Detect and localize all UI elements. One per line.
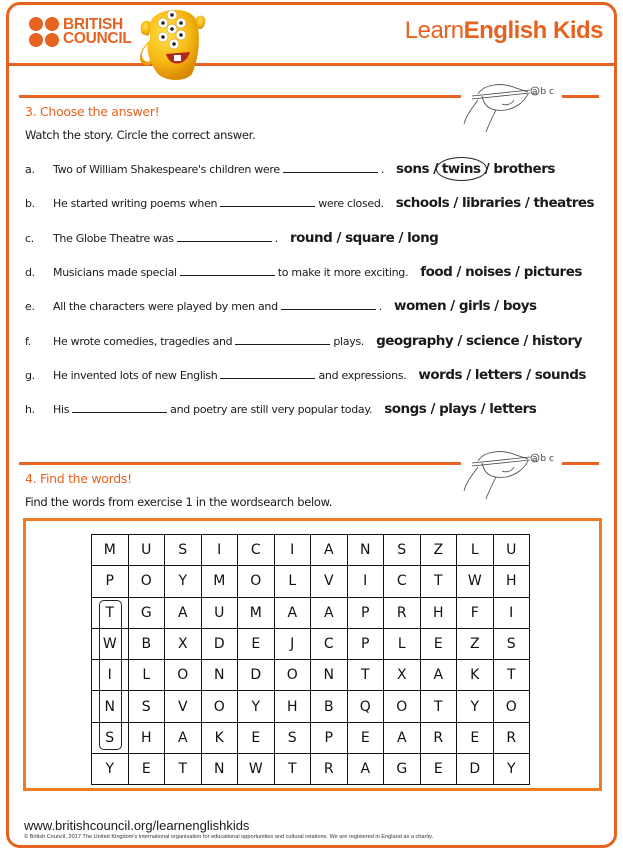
answer-blank[interactable] — [177, 232, 272, 242]
section3-rule-right — [562, 95, 599, 98]
wordsearch-cell[interactable]: P — [347, 597, 384, 628]
wordsearch-cell[interactable]: A — [420, 660, 457, 691]
answer-blank[interactable] — [180, 266, 275, 276]
answer-blank[interactable] — [72, 403, 167, 413]
wordsearch-cell[interactable]: M — [92, 535, 129, 566]
wordsearch-cell[interactable]: K — [457, 660, 494, 691]
wordsearch-row — [92, 691, 530, 722]
section4-instruction: Find the words from exercise 1 in the wordsearch below. — [25, 495, 333, 509]
wordsearch-cell[interactable]: R — [311, 754, 348, 785]
wordsearch-cell[interactable]: S — [274, 722, 311, 753]
learnenglish-kids-logo: LearnEnglish Kids — [404, 17, 603, 44]
answer-options[interactable]: songs / plays / letters — [384, 401, 537, 417]
wordsearch-cell[interactable]: A — [165, 597, 202, 628]
wordsearch-cell[interactable]: G — [128, 597, 165, 628]
question-text-after: . — [378, 300, 382, 313]
section4-title: 4. Find the words! — [25, 471, 132, 486]
wordsearch-cell[interactable]: L — [457, 535, 494, 566]
wordsearch-cell[interactable]: V — [165, 691, 202, 722]
wordsearch-cell[interactable]: M — [238, 597, 275, 628]
wordsearch-cell[interactable]: I — [493, 597, 530, 628]
wordsearch-cell[interactable]: N — [92, 691, 129, 722]
answer-blank[interactable] — [220, 369, 315, 379]
wordsearch-cell[interactable]: R — [493, 722, 530, 753]
wordsearch-cell[interactable]: J — [274, 628, 311, 659]
question-text-after: to make it more exciting. — [277, 266, 409, 279]
wordsearch-grid — [91, 534, 530, 785]
question-letter: e. — [25, 300, 35, 313]
header-divider — [6, 63, 617, 66]
question-letter: b. — [25, 197, 35, 210]
wordsearch-cell[interactable]: W — [238, 754, 275, 785]
wordsearch-cell[interactable]: A — [165, 722, 202, 753]
wordsearch-row — [92, 754, 530, 785]
question-row — [25, 333, 582, 349]
wordsearch-cell[interactable]: N — [311, 660, 348, 691]
wordsearch-cell[interactable]: H — [493, 566, 530, 597]
wordsearch-cell[interactable]: E — [420, 754, 457, 785]
question-letter: a. — [25, 163, 35, 176]
wordsearch-cell[interactable]: C — [238, 535, 275, 566]
answer-blank[interactable] — [220, 197, 315, 207]
british-council-dots-icon — [29, 17, 59, 47]
wordsearch-cell[interactable]: D — [457, 754, 494, 785]
question-letter: f. — [25, 335, 31, 348]
wordsearch-cell[interactable]: Y — [238, 691, 275, 722]
british-council-line2: COUNCIL — [63, 30, 132, 47]
wordsearch-cell[interactable]: B — [311, 691, 348, 722]
section3-rule-left — [19, 95, 461, 98]
question-text-before: His — [53, 403, 70, 416]
wordsearch-cell[interactable]: T — [493, 660, 530, 691]
wordsearch-cell[interactable]: H — [274, 691, 311, 722]
wordsearch-cell[interactable]: W — [457, 566, 494, 597]
wordsearch-cell[interactable]: X — [165, 628, 202, 659]
answer-options[interactable]: schools / libraries / theatres — [395, 195, 595, 211]
wordsearch-cell[interactable]: D — [238, 660, 275, 691]
wordsearch-cell[interactable]: S — [493, 628, 530, 659]
question-text-before: He started writing poems when — [53, 197, 218, 210]
wordsearch-cell[interactable]: R — [384, 597, 421, 628]
svg-text:a b c: a b c — [532, 454, 554, 464]
question-letter: c. — [25, 232, 34, 245]
wordsearch-cell[interactable]: E — [347, 722, 384, 753]
wordsearch-row — [92, 660, 530, 691]
question-text-after: plays. — [333, 335, 365, 348]
svg-text:a b c: a b c — [532, 87, 554, 97]
british-council-logo — [29, 17, 132, 47]
wordsearch-cell[interactable]: O — [274, 660, 311, 691]
answer-options[interactable]: women / girls / boys — [393, 298, 537, 314]
wordsearch-cell[interactable]: S — [384, 535, 421, 566]
wordsearch-cell[interactable]: E — [128, 754, 165, 785]
question-row — [25, 161, 555, 177]
wordsearch-cell[interactable]: C — [384, 566, 421, 597]
question-text-after: and poetry are still very popular today. — [170, 403, 373, 416]
answer-blank[interactable] — [283, 163, 378, 173]
wordsearch-cell[interactable]: H — [420, 597, 457, 628]
wordsearch-cell[interactable]: A — [274, 597, 311, 628]
wordsearch-cell[interactable]: O — [238, 566, 275, 597]
wordsearch-cell[interactable]: E — [238, 628, 275, 659]
wordsearch-cell[interactable]: C — [311, 628, 348, 659]
question-text-after: . — [274, 232, 278, 245]
answer-options[interactable]: geography / science / history — [376, 333, 582, 349]
found-word-marker — [99, 600, 122, 750]
wordsearch-cell[interactable]: U — [493, 535, 530, 566]
wordsearch-row — [92, 722, 530, 753]
wordsearch-row — [92, 566, 530, 597]
question-row — [25, 367, 586, 383]
question-row — [25, 230, 438, 246]
wordsearch-cell[interactable]: W — [92, 628, 129, 659]
wordsearch-cell[interactable]: E — [238, 722, 275, 753]
wordsearch-cell[interactable]: V — [311, 566, 348, 597]
wordsearch-cell[interactable]: P — [92, 566, 129, 597]
wordsearch-cell[interactable]: Y — [92, 754, 129, 785]
wordsearch-cell[interactable]: T — [420, 566, 457, 597]
question-row — [25, 195, 594, 211]
wordsearch-cell[interactable]: S — [165, 535, 202, 566]
wordsearch-cell[interactable]: E — [420, 628, 457, 659]
wordsearch-cell[interactable]: A — [311, 597, 348, 628]
question-letter: h. — [25, 403, 35, 416]
wordsearch-cell[interactable]: N — [201, 660, 238, 691]
section4-rule-right — [562, 462, 599, 465]
monster-mascot-icon — [136, 4, 208, 82]
wordsearch-cell[interactable]: S — [92, 722, 129, 753]
wordsearch-cell[interactable]: O — [384, 691, 421, 722]
question-text-before: He invented lots of new English — [53, 369, 218, 382]
wordsearch-cell[interactable]: Y — [165, 566, 202, 597]
footer-copyright: © British Council, 2017 The United Kingdom's international organisation for educational opportunities and cultural relations. We are registered in England as a charity. — [24, 834, 434, 840]
wordsearch-row — [92, 628, 530, 659]
wordsearch-cell[interactable]: Y — [457, 691, 494, 722]
question-row — [25, 298, 537, 314]
question-row — [25, 264, 582, 280]
answer-blank[interactable] — [281, 300, 376, 310]
wordsearch-cell[interactable]: I — [274, 535, 311, 566]
footer-url[interactable]: www.britishcouncil.org/learnenglishkids — [24, 818, 250, 833]
wordsearch-cell[interactable]: I — [347, 566, 384, 597]
answer-blank[interactable] — [235, 335, 330, 345]
wordsearch-cell[interactable]: U — [128, 535, 165, 566]
section3-title: 3. Choose the answer! — [25, 104, 160, 119]
question-letter: d. — [25, 266, 35, 279]
question-text-before: Musicians made special — [53, 266, 177, 279]
wordsearch-cell[interactable]: T — [274, 754, 311, 785]
answer-circle — [436, 157, 487, 181]
wordsearch-cell[interactable]: N — [201, 754, 238, 785]
question-text-before: Two of William Shakespeare's children were — [53, 163, 280, 176]
wordsearch-cell[interactable]: U — [201, 597, 238, 628]
wordsearch-cell[interactable]: Y — [493, 754, 530, 785]
question-text-before: All the characters were played by men and — [53, 300, 278, 313]
wordsearch-cell[interactable]: O — [493, 691, 530, 722]
wordsearch-cell[interactable]: L — [274, 566, 311, 597]
wordsearch-cell[interactable]: R — [420, 722, 457, 753]
wordsearch-cell[interactable]: Q — [347, 691, 384, 722]
wordsearch-cell[interactable]: G — [384, 754, 421, 785]
wordsearch-cell[interactable]: Z — [420, 535, 457, 566]
wordsearch-cell[interactable]: B — [128, 628, 165, 659]
wordsearch-cell[interactable]: P — [311, 722, 348, 753]
wordsearch-cell[interactable]: A — [311, 535, 348, 566]
question-text-after: were closed. — [318, 197, 384, 210]
wordsearch-cell[interactable]: Z — [457, 628, 494, 659]
wordsearch-cell[interactable]: I — [92, 660, 129, 691]
wordsearch-row — [92, 535, 530, 566]
wordsearch-cell[interactable]: E — [457, 722, 494, 753]
wordsearch-cell[interactable]: T — [347, 660, 384, 691]
wordsearch-cell[interactable]: L — [384, 628, 421, 659]
question-text-before: The Globe Theatre was — [53, 232, 174, 245]
answer-options[interactable]: words / letters / sounds — [418, 367, 586, 383]
question-text-after: . — [380, 163, 385, 176]
wordsearch-cell[interactable]: A — [384, 722, 421, 753]
question-text-after: and expressions. — [318, 369, 407, 382]
wordsearch-cell[interactable]: K — [201, 722, 238, 753]
answer-options[interactable]: sons / twins / brothers — [396, 161, 555, 177]
answer-options[interactable]: food / noises / pictures — [420, 264, 582, 280]
wordsearch-cell[interactable]: N — [347, 535, 384, 566]
question-text-before: He wrote comedies, tragedies and — [53, 335, 233, 348]
writing-hand-icon — [462, 449, 562, 499]
section3-instruction: Watch the story. Circle the correct answer. — [25, 128, 256, 142]
wordsearch-cell[interactable]: I — [201, 535, 238, 566]
wordsearch-cell[interactable]: P — [347, 628, 384, 659]
question-letter: g. — [25, 369, 35, 382]
wordsearch-cell[interactable]: O — [128, 566, 165, 597]
british-council-line1: BRITISH — [63, 16, 123, 33]
answer-options[interactable]: round / square / long — [289, 230, 439, 246]
wordsearch-cell[interactable]: T — [165, 754, 202, 785]
wordsearch-cell[interactable]: A — [347, 754, 384, 785]
wordsearch-row — [92, 597, 530, 628]
wordsearch-cell[interactable]: S — [128, 691, 165, 722]
wordsearch-cell[interactable]: O — [201, 691, 238, 722]
wordsearch-cell[interactable]: T — [420, 691, 457, 722]
wordsearch-cell[interactable]: O — [165, 660, 202, 691]
wordsearch-cell[interactable]: H — [128, 722, 165, 753]
question-row — [25, 401, 536, 417]
wordsearch-cell[interactable]: L — [128, 660, 165, 691]
wordsearch-cell[interactable]: X — [384, 660, 421, 691]
writing-hand-icon — [462, 82, 562, 132]
wordsearch-cell[interactable]: T — [92, 597, 129, 628]
wordsearch-cell[interactable]: M — [201, 566, 238, 597]
section4-rule-left — [19, 462, 461, 465]
wordsearch-cell[interactable]: D — [201, 628, 238, 659]
wordsearch-cell[interactable]: F — [457, 597, 494, 628]
